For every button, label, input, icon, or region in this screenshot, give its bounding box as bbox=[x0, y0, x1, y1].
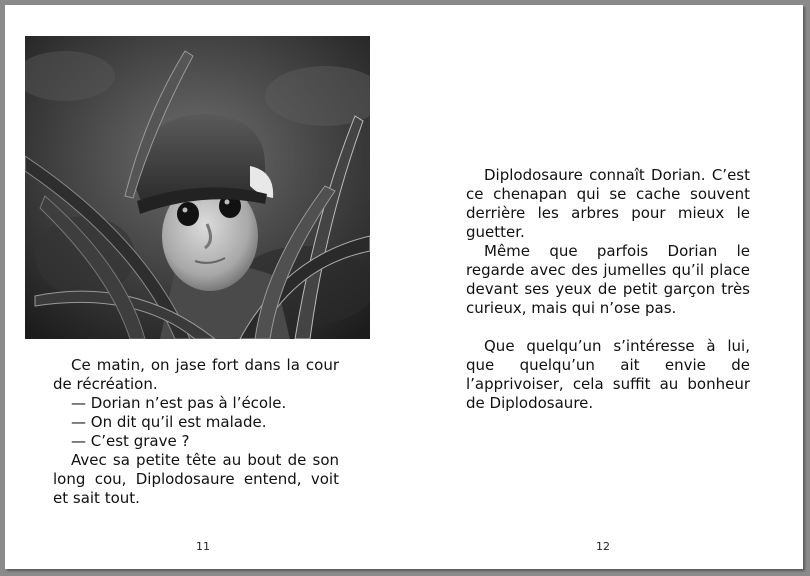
paragraph: Avec sa petite tête au bout de son long cou, Diplodosaure entend, voit et sait tout. bbox=[53, 451, 339, 507]
dialogue-line: — C’est grave ? bbox=[71, 432, 190, 450]
paragraph: Diplodosaure connaît Dorian. C’est ce chenapan qui se cache souvent derrière les arbres pour mieux le guetter. bbox=[466, 166, 750, 241]
left-page-text bbox=[53, 356, 339, 508]
illustration-photo bbox=[25, 36, 370, 339]
paragraph: Même que parfois Dorian le regarde avec des jumelles qu’il place devant ses yeux de petit garçon très curieux, mais qui n’ose pas. bbox=[466, 242, 750, 317]
paragraph: Ce matin, on jase fort dans la cour de récréation. bbox=[53, 356, 339, 393]
paragraph-gap bbox=[466, 318, 750, 337]
page-number-left: 11 bbox=[196, 540, 210, 553]
dialogue-line: — Dorian n’est pas à l’école. bbox=[71, 394, 287, 412]
book-spread bbox=[5, 5, 803, 569]
page-number-right: 12 bbox=[596, 540, 610, 553]
paragraph: Que quelqu’un s’intéresse à lui, que quelqu’un ait envie de l’apprivoiser, cela suffit au bonheur de Diplodosaure. bbox=[466, 337, 750, 412]
right-page-text bbox=[466, 166, 750, 413]
dialogue-line: — On dit qu’il est malade. bbox=[71, 413, 267, 431]
